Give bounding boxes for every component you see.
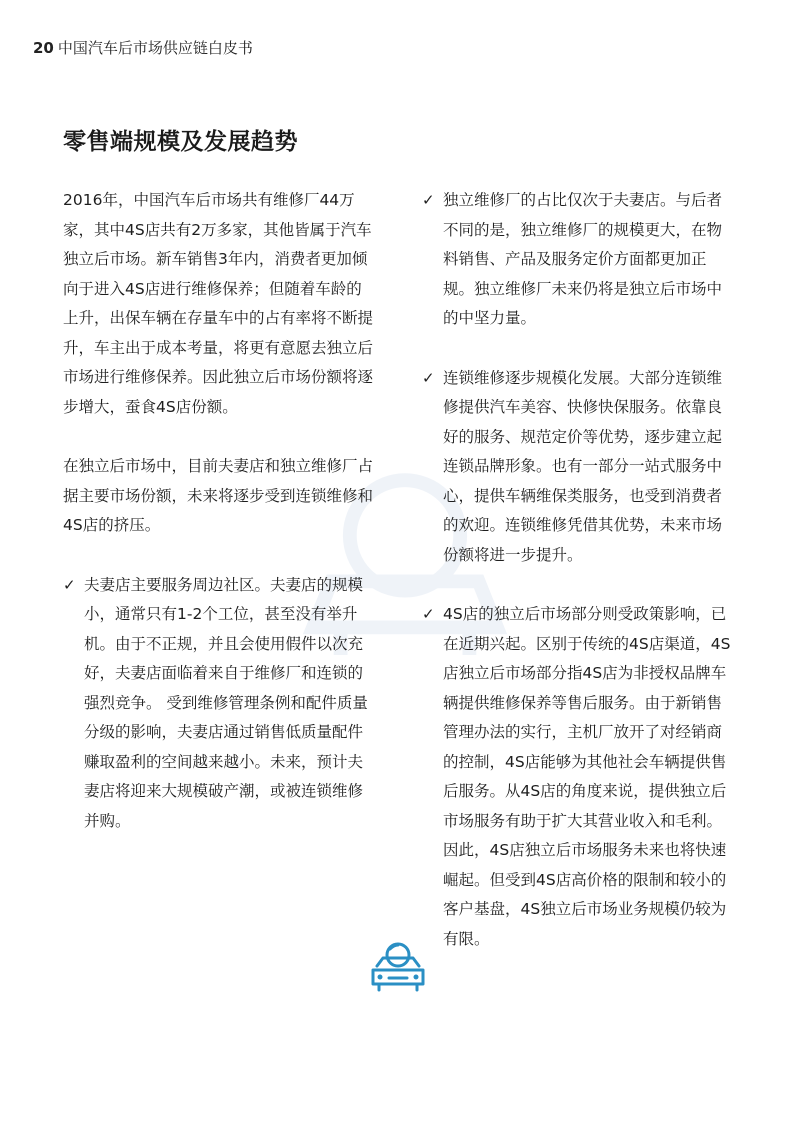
car-magnifier-icon xyxy=(369,940,427,994)
running-header xyxy=(33,37,253,58)
right-column xyxy=(422,186,736,984)
bullet-item xyxy=(63,571,375,837)
bullet-text: 连锁维修逐步规模化发展。大部分连锁维修提供汽车美容、快修快保服务。依靠良好的服务、规范定价等优势，逐步建立起连锁品牌形象。也有一部分一站式服务中心，提供车辆维保类服务，也受到消费者的欢迎。连锁维修凭借其优势，未来市场份额将进一步提升。 xyxy=(443,368,723,564)
checkmark-icon: ✓ xyxy=(422,605,435,623)
bullet-item xyxy=(422,600,736,954)
bullet-item xyxy=(422,186,736,334)
bullet-text: 夫妻店主要服务周边社区。夫妻店的规模小，通常只有1-2个工位，甚至没有举升机。由于不正规，并且会使用假件以次充好，夫妻店面临着来自于维修厂和连锁的强烈竞争。 受到维修管理条例和配件质量分级的影响，夫妻店通过销售低质量配件赚取盈利的空间越来越小。未来，预计夫妻店将迎来大规模破产潮，或被连锁维修并购。 xyxy=(84,575,368,830)
paragraph: 在独立后市场中，目前夫妻店和独立维修厂占据主要市场份额，未来将逐步受到连锁维修和4S店的挤压。 xyxy=(63,457,374,534)
publication-title: 中国汽车后市场供应链白皮书 xyxy=(57,39,253,57)
left-column xyxy=(63,186,375,866)
page-number: 20 xyxy=(33,39,54,57)
checkmark-icon: ✓ xyxy=(422,191,435,209)
bullet-text: 独立维修厂的占比仅次于夫妻店。与后者不同的是，独立维修厂的规模更大，在物料销售、产品及服务定价方面都更加正规。独立维修厂未来仍将是独立后市场中的中坚力量。 xyxy=(443,191,723,327)
checkmark-icon: ✓ xyxy=(422,368,435,387)
section-title: 零售端规模及发展趋势 xyxy=(63,129,298,155)
checkmark-icon: ✓ xyxy=(63,575,76,594)
paragraph: 2016年，中国汽车后市场共有维修厂44万家，其中4S店共有2万多家，其他皆属于汽车独立后市场。新车销售3年内，消费者更加倾向于进入4S店进行维修保养；但随着车龄的上升，出保车辆在存量车中的占有率将不断提升，车主出于成本考量，将更有意愿去独立后市场进行维修保养。因此独立后市场份额将逐步增大，蚕食4S店份额。 xyxy=(63,191,374,416)
bullet-item xyxy=(422,364,736,571)
bullet-text: 4S店的独立后市场部分则受政策影响，已在近期兴起。区别于传统的4S店渠道，4S店独立后市场部分指4S店为非授权品牌车辆提供维修保养等售后服务。由于新销售管理办法的实行，主机厂放开了对经销商的控制，4S店能够为其他社会车辆提供售后服务。从4S店的角度来说，提供独立后市场服务有助于扩大其营业收入和毛利。因此，4S店独立后市场服务未来也将快速崛起。但受到4S店高价格的限制和较小的客户基盘，4S独立后市场业务规模仍较为有限。 xyxy=(443,605,731,948)
